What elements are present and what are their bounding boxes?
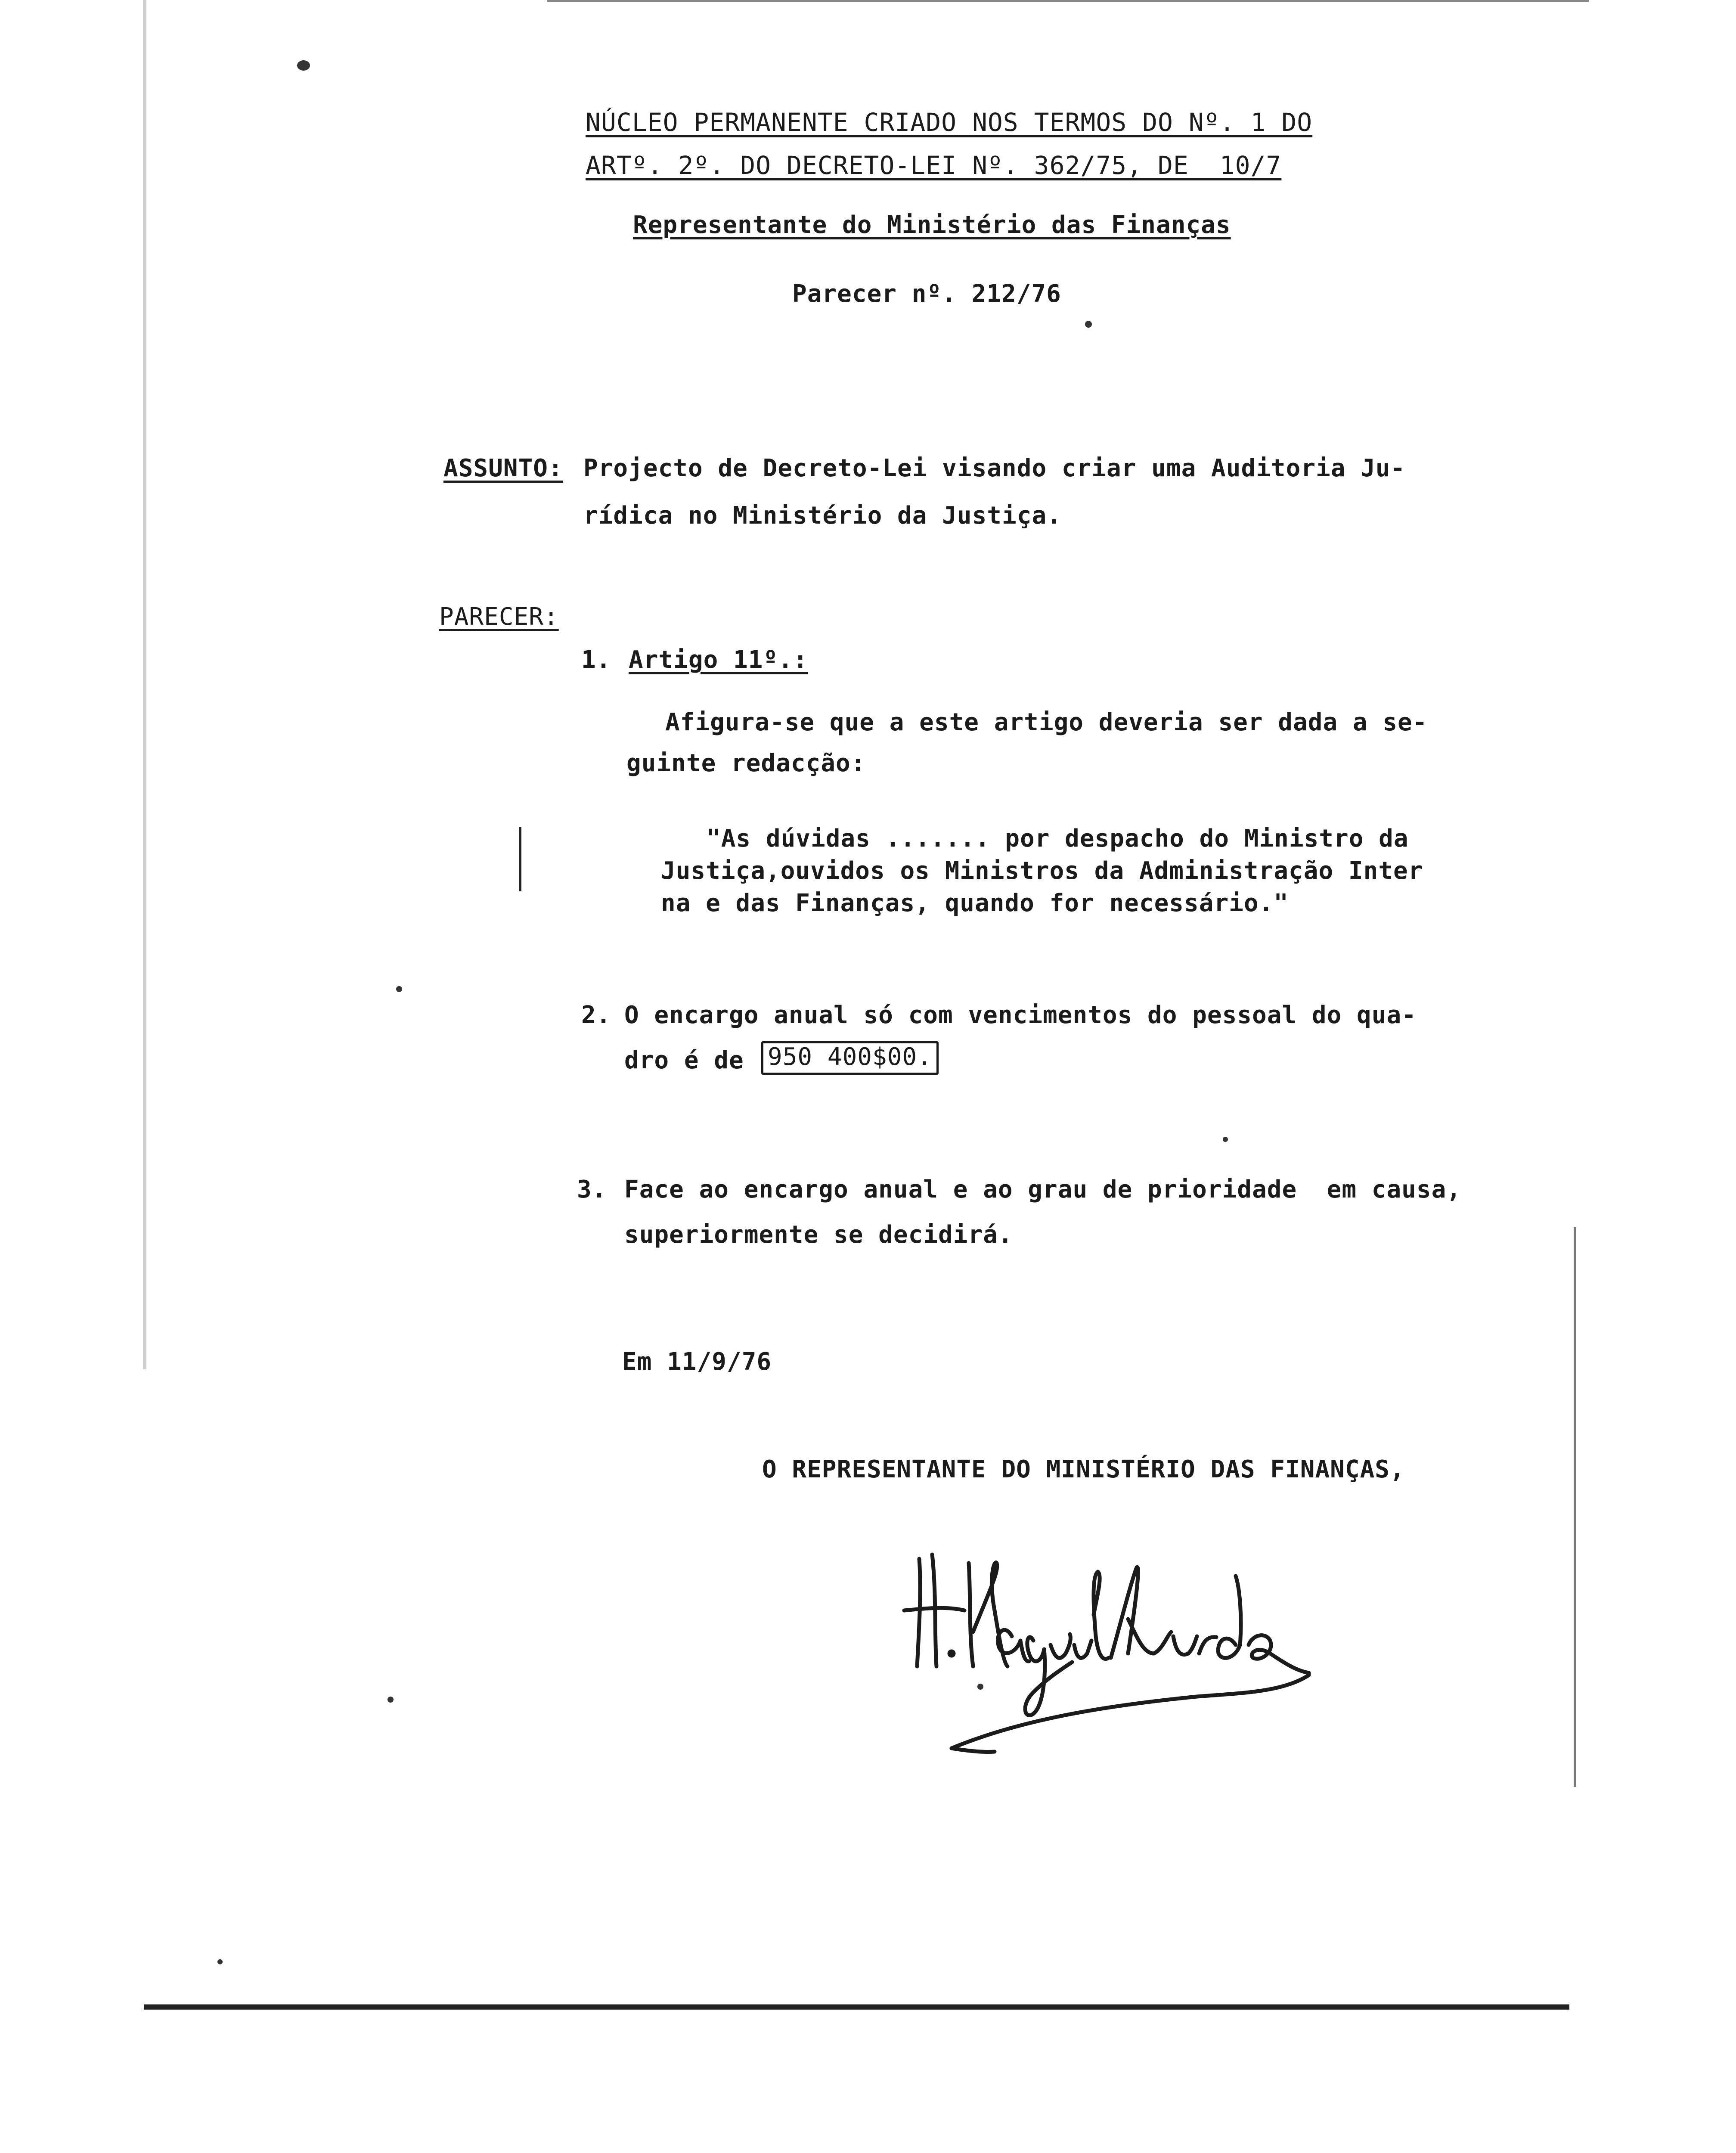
- item-2-line-1: O encargo anual só com vencimentos do pessoal do qua-: [624, 1001, 1417, 1029]
- item-3-line-1: Face ao encargo anual e ao grau de prioridade em causa,: [624, 1176, 1462, 1204]
- subject-label: ASSUNTO:: [443, 454, 563, 482]
- top-edge-line: [547, 0, 1589, 2]
- ink-speck: [388, 1697, 394, 1703]
- header-line-2: ARTº. 2º. DO DECRETO-LEI Nº. 362/75, DE 10/7: [586, 151, 1282, 180]
- representative-heading: Representante do Ministério das Finanças: [633, 211, 1231, 239]
- item-1-quote-line-1: "As dúvidas ....... por despacho do Ministro da: [706, 825, 1409, 853]
- item-3-line-2: superiormente se decidirá.: [624, 1221, 1013, 1249]
- item-1-text-line-1: Afigura-se que a este artigo deveria ser dada a se-: [665, 708, 1428, 736]
- bottom-rule: [144, 2004, 1569, 2010]
- item-1-heading: Artigo 11º.:: [629, 646, 808, 674]
- item-1-quote-line-3: na e das Finanças, quando for necessário.": [661, 889, 1289, 917]
- item-3-number: 3.: [577, 1176, 607, 1204]
- margin-mark: [519, 827, 521, 891]
- ink-speck: [217, 1959, 223, 1964]
- item-2-number: 2.: [581, 1001, 611, 1029]
- header-line-1: NÚCLEO PERMANENTE CRIADO NOS TERMOS DO Nº. 1 DO: [586, 108, 1313, 137]
- opinion-label: PARECER:: [439, 603, 559, 631]
- left-margin-line: [143, 0, 146, 1369]
- subject-line-2: rídica no Ministério da Justiça.: [583, 502, 1062, 530]
- opinion-number: Parecer nº. 212/76: [792, 280, 1061, 308]
- ink-speck: [297, 60, 310, 71]
- ink-speck: [396, 986, 402, 992]
- ink-speck: [1223, 1137, 1228, 1142]
- ink-speck: [977, 1684, 983, 1690]
- item-2-line-2-prefix: dro é de: [624, 1046, 744, 1074]
- subject-line-1: Projecto de Decreto-Lei visando criar uma Auditoria Ju-: [583, 454, 1406, 482]
- item-1-quote-line-2: Justiça,ouvidos os Ministros da Administração Inter: [661, 857, 1423, 885]
- signatory-title: O REPRESENTANTE DO MINISTÉRIO DAS FINANÇAS,: [762, 1455, 1405, 1483]
- ink-speck: [1085, 321, 1092, 328]
- right-margin-line: [1574, 1227, 1576, 1787]
- amount-box: 950 400$00.: [761, 1041, 939, 1075]
- signature-image: [896, 1524, 1318, 1765]
- date: Em 11/9/76: [622, 1348, 772, 1376]
- item-1-text-line-2: guinte redacção:: [626, 749, 866, 777]
- item-1-number: 1.: [581, 646, 611, 674]
